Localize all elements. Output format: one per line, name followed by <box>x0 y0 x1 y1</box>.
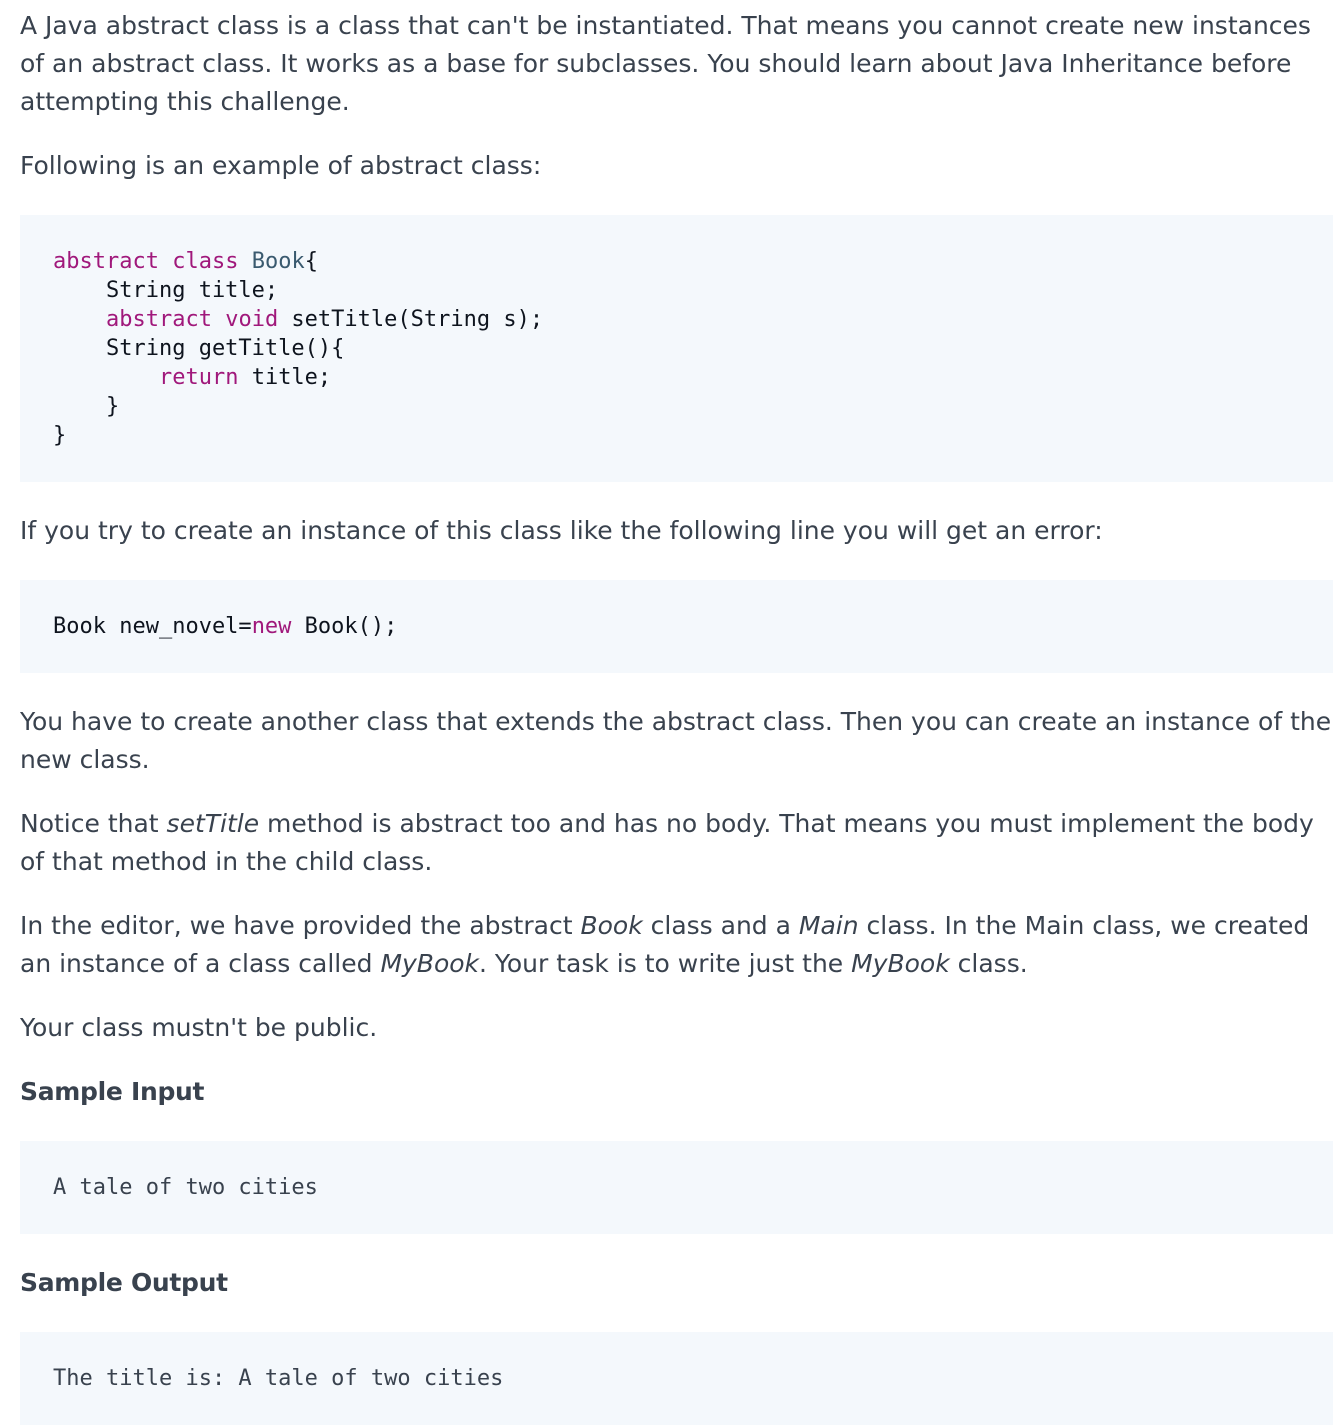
extend-paragraph: You have to create another class that extends the abstract class. Then you can create an instance of the new class. <box>20 707 1332 774</box>
error-paragraph: If you try to create an instance of this class like the following line you will get an error: <box>20 516 1103 545</box>
code-line: String title; <box>53 278 279 303</box>
code-keyword: new <box>251 614 292 639</box>
sample-output-block: The title is: A tale of two cities <box>20 1332 1333 1425</box>
sample-input-block: A tale of two cities <box>20 1141 1333 1234</box>
editor-text: . Your task is to write just the <box>479 949 852 978</box>
code-line: } <box>53 394 120 419</box>
class-name-mybook: MyBook <box>851 949 950 978</box>
notice-text: Notice that <box>20 809 167 838</box>
code-text: Book(); <box>291 614 398 639</box>
code-keyword: void <box>225 307 279 332</box>
code-keyword: return <box>158 365 239 390</box>
class-name-main: Main <box>798 911 859 940</box>
sample-output-heading: Sample Output <box>20 1268 228 1297</box>
notice-text: method is abstract too and has no body. That means you must implement the body of that method in the child class. <box>20 809 1314 876</box>
abstract-class-code-block <box>20 215 1333 482</box>
class-name-mybook: MyBook <box>380 949 480 978</box>
code-line: } <box>53 423 67 448</box>
editor-text: class and a <box>642 911 799 940</box>
example-intro: Following is an example of abstract class: <box>20 151 542 180</box>
notice-paragraph <box>20 805 1334 881</box>
problem-statement <box>20 7 1334 1425</box>
sample-input-heading: Sample Input <box>20 1077 205 1106</box>
instantiation-code-block <box>20 580 1333 673</box>
code-text: setTitle(String s); <box>278 307 544 332</box>
intro-paragraph: A Java abstract class is a class that can't be instantiated. That means you cannot create new instances of an abstract class. It works as a base for subclasses. You should learn about Java Inheritance before attempting this challenge. <box>20 11 1311 116</box>
code-text: { <box>304 249 318 274</box>
editor-text: In the editor, we have provided the abstract <box>20 911 581 940</box>
code-line: String getTitle(){ <box>53 336 345 361</box>
code-text: title; <box>238 365 332 390</box>
class-name-book: Book <box>580 911 643 940</box>
public-note: Your class mustn't be public. <box>20 1013 378 1042</box>
code-keyword: abstract <box>53 249 159 274</box>
method-name: setTitle <box>166 809 260 838</box>
code-class-name: Book <box>251 249 305 274</box>
code-keyword: abstract <box>105 307 212 332</box>
editor-text: class. In the Main class, we created an instance of a class called <box>20 911 1310 978</box>
code-keyword: class <box>172 249 239 274</box>
editor-paragraph <box>20 907 1334 983</box>
code-text: Book new_novel= <box>53 614 252 639</box>
editor-text: class. <box>949 949 1028 978</box>
